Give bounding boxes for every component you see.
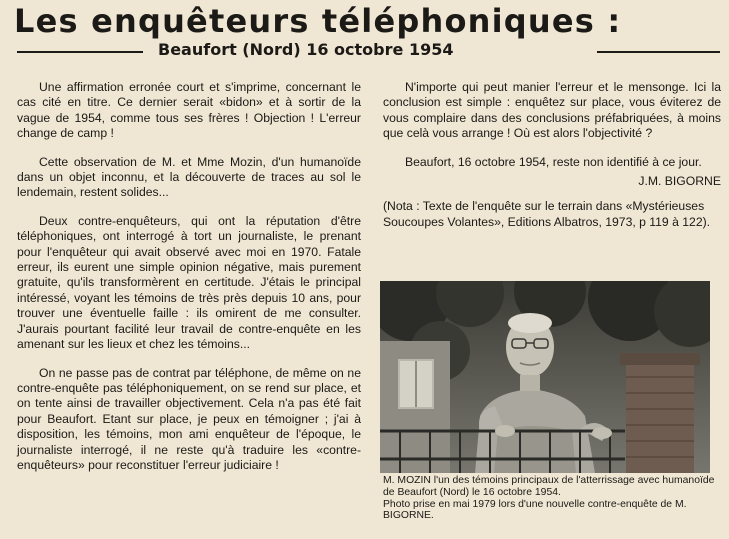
right-column [383, 80, 721, 243]
paragraph: On ne passe pas de contrat par téléphone, de même on ne contre-enquête pas téléphoniquement, on se rend sur place, et on tente ainsi de travailler objectivement. Cela n'a pas été fait pour Beaufort. Etant sur place, je peux en témoigner ; j'ai à disposition, les témoins, mon ami enquêteur de l'époque, le journaliste interrogé, il ne reste qu'à traduire les «contre-enquêteurs» pour reconstituer l'erreur judiciaire ! [17, 365, 361, 472]
article-title: Les enquêteurs téléphoniques : [14, 2, 622, 40]
author-signature: J.M. BIGORNE [638, 174, 721, 189]
subtitle-rule-left [17, 51, 143, 53]
paragraph: Deux contre-enquêteurs, qui ont la réputation d'être téléphoniques, ont interrogé à tort un journaliste, le prenant pour l'enquêteur qui avait observé avec moi en 1970. Fatale erreur, ils eurent une simple opinion négative, mais purement gratuite, qu'ils transformèrent en certitude. J'étais le principal intéressé, voyant les témoins de très près depuis 10 ans, pour trouver une éventuelle faille : ils omirent de me consulter. J'aurais pourtant facilité leur travail de contre-enquête en les amenant sur les lieux et chez les témoins... [17, 213, 361, 352]
photo-caption-credit: Photo prise en mai 1979 lors d'une nouvelle contre-enquête de M. BIGORNE. [383, 498, 687, 522]
article-subtitle: Beaufort (Nord) 16 octobre 1954 [158, 40, 454, 59]
paragraph: N'importe qui peut manier l'erreur et le mensonge. Ici la conclusion est simple : enquêtez sur place, vous éviterez de vous complaire dans des conclusions préfabriquées, à moins que celà vous arrange ! Où est alors l'objectivité ? [383, 80, 721, 141]
photo-caption [383, 475, 723, 522]
subtitle-rule-right [597, 51, 720, 53]
left-column [17, 80, 361, 486]
nota-reference: (Nota : Texte de l'enquête sur le terrain dans «Mystérieuses Soucoupes Volantes», Editions Albatros, 1973, p 119 à 122). [383, 199, 711, 229]
paragraph: Cette observation de M. et Mme Mozin, d'un humanoïde dans un objet inconnu, et la découverte de traces au sol le lendemain, restent solides... [17, 154, 361, 200]
paragraph: Une affirmation erronée court et s'imprime, concernant le cas cité en titre. Ce dernier serait «bidon» et à sortir de la vague de 1954, comme tous ses frères ! Objection ! L'erreur change de camp ! [17, 80, 361, 141]
witness-photo [380, 281, 710, 473]
witness-portrait-icon [380, 281, 710, 473]
photo-caption-line: M. MOZIN l'un des témoins principaux de l'atterrissage avec humanoïde de Beaufort (Nord) le 16 octobre 1954. [383, 475, 715, 498]
paragraph: Beaufort, 16 octobre 1954, reste non identifié à ce jour. [405, 154, 702, 169]
